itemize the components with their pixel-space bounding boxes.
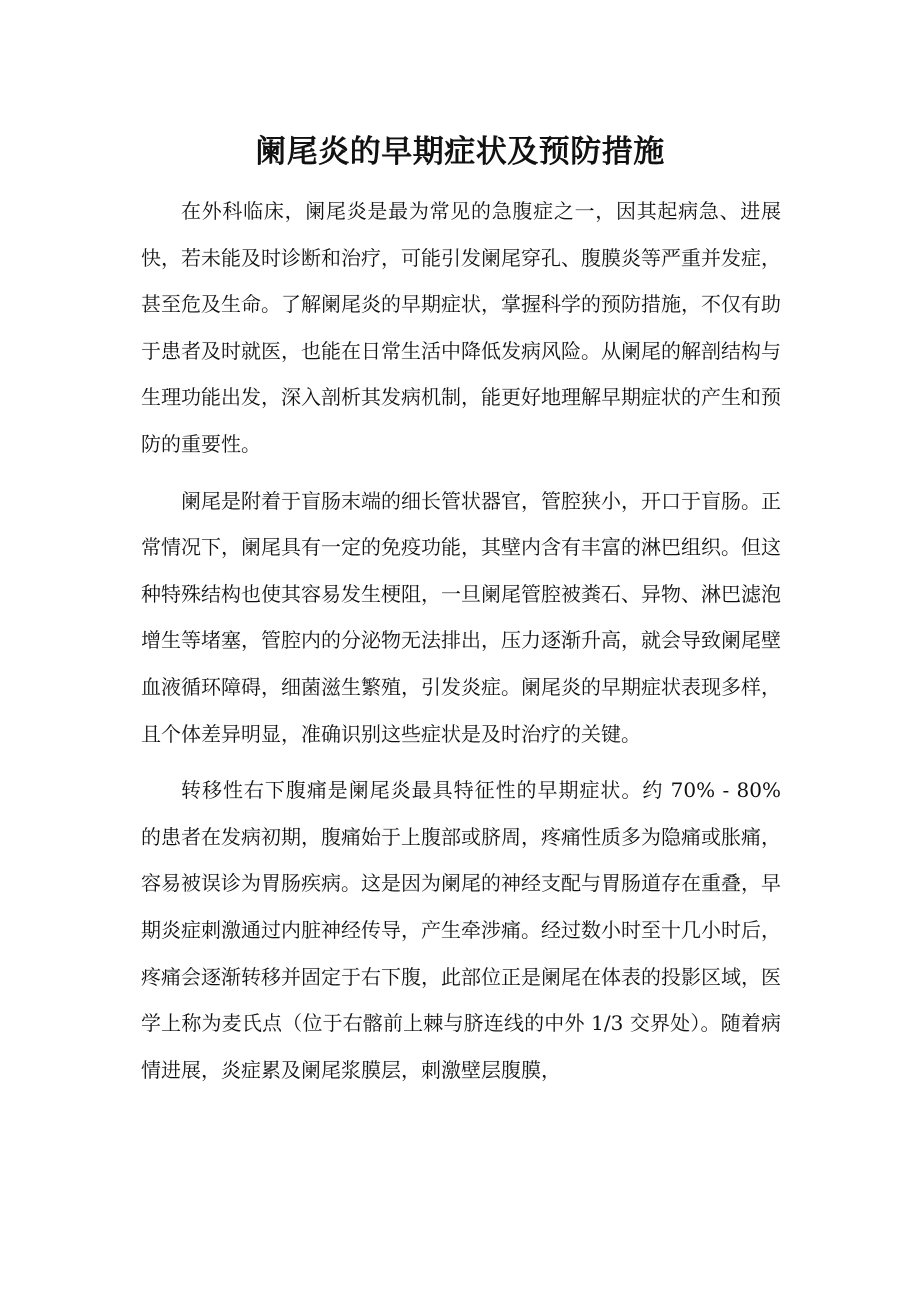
paragraph-intro: 在外科临床，阑尾炎是最为常见的急腹症之一，因其起病急、进展快，若未能及时诊断和治疗，可能引发阑尾穿孔、腹膜炎等严重并发症，甚至危及生命。了解阑尾炎的早期症状，掌握科学的预防措施，不仅有助于患者及时就医，也能在日常生活中降低发病风险。从阑尾的解剖结构与生理功能出发，深入剖析其发病机制，能更好地理解早期症状的产生和预防的重要性。: [141, 199, 781, 456]
document-body: [141, 188, 781, 1103]
paragraph-anatomy: 阑尾是附着于盲肠末端的细长管状器官，管腔狭小，开口于盲肠。正常情况下，阑尾具有一定的免疫功能，其壁内含有丰富的淋巴组织。但这种特殊结构也使其容易发生梗阻，一旦阑尾管腔被粪石、异物、淋巴滤泡增生等堵塞，管腔内的分泌物无法排出，压力逐渐升高，就会导致阑尾壁血液循环障碍，细菌滋生繁殖，引发炎症。阑尾炎的早期症状表现多样，且个体差异明显，准确识别这些症状是及时治疗的关键。: [141, 488, 781, 746]
document-title: 阑尾炎的早期症状及预防措施: [255, 134, 665, 170]
paragraph-symptoms: 转移性右下腹痛是阑尾炎最具特征性的早期症状。约 70% - 80% 的患者在发病初期，腹痛始于上腹部或脐周，疼痛性质多为隐痛或胀痛，容易被误诊为胃肠疾病。这是因为阑尾的神经支配与胃肠道存在重叠，早期炎症刺激通过内脏神经传导，产生牵涉痛。经过数小时至十几小时后，疼痛会逐渐转移并固定于右下腹，此部位正是阑尾在体表的投影区域，医学上称为麦氏点（位于右髂前上棘与脐连线的中外 1/3 交界处）。随着病情进展，炎症累及阑尾浆膜层，刺激壁层腹膜，: [141, 778, 781, 1082]
